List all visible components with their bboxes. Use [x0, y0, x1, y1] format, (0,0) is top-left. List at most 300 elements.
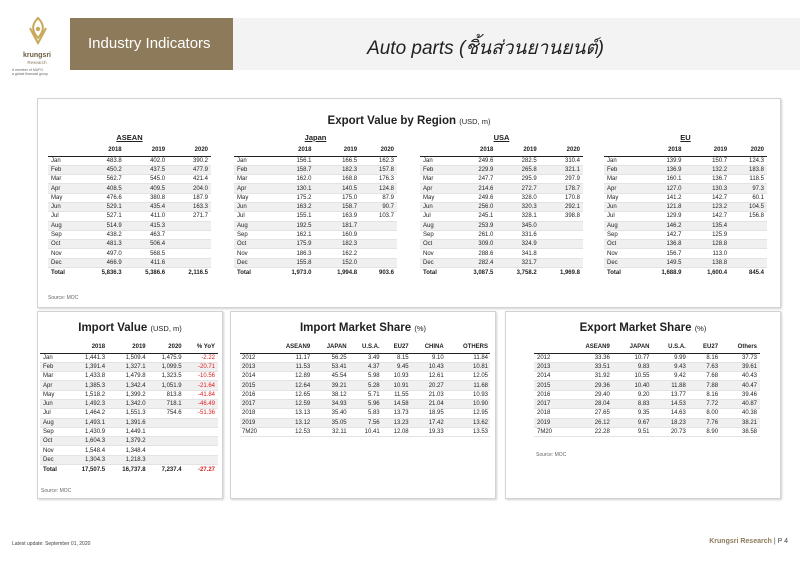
row-label: Jun: [234, 202, 269, 211]
table-cell: [149, 427, 185, 436]
table-cell: [730, 258, 767, 267]
row-label: 2018: [240, 409, 269, 418]
table-cell: 481.3: [81, 240, 124, 249]
column-header: 2018: [81, 145, 124, 156]
table-cell: 12.59: [269, 399, 312, 408]
table-row: [604, 240, 767, 249]
table-cell: 14.53: [653, 399, 689, 408]
table-cell: 11.84: [446, 353, 490, 362]
table-cell: 33.51: [566, 362, 613, 371]
table-cell: 8.90: [689, 427, 721, 436]
row-label: Feb: [40, 362, 67, 371]
row-label: 2014: [534, 372, 566, 381]
table-cell: 568.5: [125, 249, 168, 258]
table-cell: 10.43: [411, 362, 446, 371]
table-cell: 60.1: [730, 193, 767, 202]
total-cell: 16,737.8: [108, 465, 149, 476]
table-cell: 282.4: [453, 258, 496, 267]
table-cell: 483.8: [81, 156, 124, 165]
table-cell: 13.13: [269, 409, 312, 418]
table-cell: 29.40: [566, 390, 613, 399]
table-cell: 8.16: [689, 390, 721, 399]
table-cell: 192.5: [269, 221, 315, 230]
export-by-region-unit: (USD, m): [459, 117, 491, 126]
total-cell: 845.4: [730, 268, 767, 279]
table-cell: -51.36: [185, 409, 218, 418]
total-cell: 1,600.4: [684, 268, 730, 279]
table-cell: 1,323.5: [149, 372, 185, 381]
table-cell: 754.6: [149, 409, 185, 418]
table-row: [234, 212, 397, 221]
table-cell: 265.8: [496, 165, 539, 174]
table-header-row: [40, 342, 218, 353]
row-label: Oct: [234, 240, 269, 249]
table-row: [604, 230, 767, 239]
table-row: [48, 202, 211, 211]
table-cell: 1,433.8: [67, 372, 108, 381]
total-label: Total: [604, 268, 639, 279]
table-cell: 149.5: [639, 258, 685, 267]
total-label: Total: [40, 465, 67, 476]
table-cell: [730, 230, 767, 239]
table-cell: [149, 437, 185, 446]
table-row: [234, 230, 397, 239]
column-header: 2020: [360, 145, 397, 156]
export-share-unit: (%): [694, 324, 707, 333]
table-cell: 5.96: [349, 399, 382, 408]
table-cell: 310.4: [540, 156, 583, 165]
row-label: May: [40, 390, 67, 399]
row-label: Aug: [40, 418, 67, 427]
export-by-region-panel: [37, 98, 781, 308]
export-share-table: [534, 342, 760, 437]
table-cell: 32.11: [312, 427, 348, 436]
table-cell: 514.9: [81, 221, 124, 230]
table-cell: 21.04: [411, 399, 446, 408]
table-cell: 87.9: [360, 193, 397, 202]
table-cell: 20.27: [411, 381, 446, 390]
table-row: [534, 399, 760, 408]
row-label: Dec: [40, 455, 67, 464]
export-by-region-title-text: Export Value by Region: [327, 115, 456, 127]
row-label: Mar: [420, 175, 453, 184]
row-label: Sep: [48, 230, 81, 239]
column-header-blank: [234, 145, 269, 156]
table-cell: 90.7: [360, 202, 397, 211]
table-cell: 229.9: [453, 165, 496, 174]
table-cell: 292.1: [540, 202, 583, 211]
table-cell: [730, 221, 767, 230]
table-cell: 130.1: [269, 184, 315, 193]
table-cell: 37.73: [721, 353, 760, 362]
table-cell: 118.5: [730, 175, 767, 184]
column-header: [534, 342, 566, 353]
table-cell: 160.1: [639, 175, 685, 184]
total-cell: 3,087.5: [453, 268, 496, 279]
table-cell: 247.7: [453, 175, 496, 184]
row-label: Nov: [604, 249, 639, 258]
table-cell: 7.76: [689, 418, 721, 427]
row-label: Aug: [234, 221, 269, 230]
table-cell: 182.3: [314, 165, 360, 174]
import-value-source: Source: MOC: [41, 488, 72, 494]
table-cell: 7.72: [689, 399, 721, 408]
column-header: 2019: [496, 145, 539, 156]
row-label: Aug: [604, 221, 639, 230]
table-cell: 14.63: [653, 409, 689, 418]
total-row: [40, 465, 218, 476]
table-cell: 31.92: [566, 372, 613, 381]
table-cell: 1,430.9: [67, 427, 108, 436]
table-cell: 411.0: [125, 212, 168, 221]
table-row: [40, 437, 218, 446]
table-cell: 175.9: [269, 240, 315, 249]
table-cell: 1,604.3: [67, 437, 108, 446]
table-cell: 33.36: [566, 353, 613, 362]
column-header: EU27: [382, 342, 411, 353]
total-cell: 1,969.8: [540, 268, 583, 279]
table-cell: 527.1: [81, 212, 124, 221]
table-cell: 402.0: [125, 156, 168, 165]
table-row: [40, 362, 218, 371]
table-row: [240, 362, 490, 371]
table-row: [604, 221, 767, 230]
table-row: [420, 184, 583, 193]
row-label: 2015: [534, 381, 566, 390]
table-cell: [168, 240, 211, 249]
export-share-title: [506, 322, 780, 334]
table-cell: 5.28: [349, 381, 382, 390]
total-cell: 7,237.4: [149, 465, 185, 476]
table-header-row: [234, 145, 397, 156]
row-label: Jan: [40, 353, 67, 362]
table-cell: 21.03: [411, 390, 446, 399]
table-cell: [360, 230, 397, 239]
table-cell: 186.3: [269, 249, 315, 258]
table-cell: [185, 437, 218, 446]
table-cell: 10.55: [613, 372, 653, 381]
table-cell: 158.7: [269, 165, 315, 174]
column-header: JAPAN: [312, 342, 348, 353]
footer-brand: [709, 538, 788, 545]
table-cell: 5.98: [349, 372, 382, 381]
table-cell: 9.42: [653, 372, 689, 381]
table-cell: 38.58: [721, 427, 760, 436]
region-table-asean: [48, 145, 211, 279]
table-row: [534, 390, 760, 399]
table-cell: 12.65: [269, 390, 312, 399]
table-row: [420, 212, 583, 221]
table-cell: 380.8: [125, 193, 168, 202]
table-cell: [730, 249, 767, 258]
table-cell: 103.7: [360, 212, 397, 221]
table-cell: [730, 240, 767, 249]
table-cell: 245.1: [453, 212, 496, 221]
table-cell: 156.7: [639, 249, 685, 258]
table-cell: 26.12: [566, 418, 613, 427]
table-cell: 13.73: [382, 409, 411, 418]
table-cell: -46.49: [185, 399, 218, 408]
row-label: 2013: [534, 362, 566, 371]
table-cell: 53.41: [312, 362, 348, 371]
table-cell: [360, 221, 397, 230]
table-row: [40, 399, 218, 408]
table-cell: 435.4: [125, 202, 168, 211]
row-label: Dec: [48, 258, 81, 267]
table-row: [48, 184, 211, 193]
row-label: Jun: [48, 202, 81, 211]
table-cell: [540, 258, 583, 267]
row-label: 2012: [534, 353, 566, 362]
import-value-title: [38, 322, 222, 334]
table-cell: 9.99: [653, 353, 689, 362]
table-cell: 22.28: [566, 427, 613, 436]
table-cell: 408.5: [81, 184, 124, 193]
row-label: Jun: [40, 399, 67, 408]
table-cell: 142.7: [684, 193, 730, 202]
table-cell: [149, 446, 185, 455]
table-cell: 40.38: [721, 409, 760, 418]
region-label-eu: EU: [680, 133, 691, 142]
table-row: [40, 427, 218, 436]
region-label-usa: USA: [493, 133, 510, 142]
column-header: U.S.A.: [653, 342, 689, 353]
table-cell: -21.64: [185, 381, 218, 390]
column-header: 2018: [67, 342, 108, 353]
table-row: [48, 175, 211, 184]
table-row: [534, 372, 760, 381]
row-label: May: [48, 193, 81, 202]
row-label: May: [234, 193, 269, 202]
table-cell: 166.5: [314, 156, 360, 165]
row-label: Dec: [234, 258, 269, 267]
table-cell: -41.84: [185, 390, 218, 399]
table-row: [604, 175, 767, 184]
row-label: Apr: [48, 184, 81, 193]
table-cell: 141.2: [639, 193, 685, 202]
row-label: Jun: [604, 202, 639, 211]
table-cell: 249.6: [453, 156, 496, 165]
table-cell: 136.8: [639, 240, 685, 249]
column-header: OTHERS: [446, 342, 490, 353]
table-cell: 39.61: [721, 362, 760, 371]
table-cell: 113.0: [684, 249, 730, 258]
row-label: 2013: [240, 362, 269, 371]
row-label: Feb: [604, 165, 639, 174]
row-label: Mar: [604, 175, 639, 184]
table-row: [40, 372, 218, 381]
table-cell: [168, 249, 211, 258]
table-cell: 178.7: [540, 184, 583, 193]
table-cell: 168.8: [314, 175, 360, 184]
table-row: [240, 381, 490, 390]
total-label: Total: [234, 268, 269, 279]
table-cell: 139.9: [639, 156, 685, 165]
page-title: Auto parts (ชิ้นส่วนยานยนต์): [367, 38, 604, 59]
row-label: 2016: [534, 390, 566, 399]
table-row: [420, 202, 583, 211]
table-cell: 35.05: [312, 418, 348, 427]
export-by-region-title: [38, 115, 780, 127]
row-label: Feb: [234, 165, 269, 174]
table-cell: 9.10: [411, 353, 446, 362]
table-cell: 38.12: [312, 390, 348, 399]
table-cell: 20.73: [653, 427, 689, 436]
table-cell: 18.95: [411, 409, 446, 418]
row-label: Aug: [48, 221, 81, 230]
table-cell: 132.2: [684, 165, 730, 174]
table-cell: 13.23: [382, 418, 411, 427]
table-cell: 29.36: [566, 381, 613, 390]
import-share-title: [231, 322, 495, 334]
table-cell: [540, 249, 583, 258]
table-cell: 40.87: [721, 399, 760, 408]
table-cell: 158.7: [314, 202, 360, 211]
row-label: Nov: [420, 249, 453, 258]
table-cell: 390.2: [168, 156, 211, 165]
table-cell: 12.08: [382, 427, 411, 436]
table-cell: 10.93: [446, 390, 490, 399]
table-row: [48, 156, 211, 165]
table-cell: 160.9: [314, 230, 360, 239]
table-cell: 204.0: [168, 184, 211, 193]
table-cell: 463.7: [125, 230, 168, 239]
table-cell: 150.7: [684, 156, 730, 165]
table-cell: 1,399.2: [108, 390, 149, 399]
row-label: Mar: [40, 372, 67, 381]
table-row: [420, 240, 583, 249]
region-table-usa: [420, 145, 583, 279]
table-cell: 309.0: [453, 240, 496, 249]
table-row: [40, 455, 218, 464]
row-label: Oct: [420, 240, 453, 249]
table-cell: 320.3: [496, 202, 539, 211]
table-cell: 10.41: [349, 427, 382, 436]
table-cell: 1,099.5: [149, 362, 185, 371]
table-cell: 9.43: [653, 362, 689, 371]
table-cell: 156.8: [730, 212, 767, 221]
table-row: [234, 184, 397, 193]
table-cell: 1,379.2: [108, 437, 149, 446]
table-cell: 135.4: [684, 221, 730, 230]
column-header: 2020: [730, 145, 767, 156]
row-label: Apr: [604, 184, 639, 193]
table-cell: 1,509.4: [108, 353, 149, 362]
total-label: Total: [420, 268, 453, 279]
row-label: May: [420, 193, 453, 202]
row-label: Jan: [420, 156, 453, 165]
column-header-blank: [604, 145, 639, 156]
table-row: [240, 353, 490, 362]
table-cell: 10.77: [613, 353, 653, 362]
row-label: 2017: [240, 399, 269, 408]
table-cell: [360, 249, 397, 258]
table-cell: 341.8: [496, 249, 539, 258]
table-cell: 97.3: [730, 184, 767, 193]
row-label: Jul: [604, 212, 639, 221]
table-cell: [168, 221, 211, 230]
region-table-eu: [604, 145, 767, 279]
table-row: [534, 409, 760, 418]
table-cell: 545.0: [125, 175, 168, 184]
table-cell: 1,441.3: [67, 353, 108, 362]
row-label: 2015: [240, 381, 269, 390]
table-cell: 437.5: [125, 165, 168, 174]
table-cell: [168, 258, 211, 267]
table-header-row: [604, 145, 767, 156]
table-cell: 256.0: [453, 202, 496, 211]
section-title: Industry Indicators: [88, 35, 211, 52]
table-row: [420, 249, 583, 258]
table-cell: 7.56: [349, 418, 382, 427]
table-row: [240, 418, 490, 427]
table-cell: 8.83: [613, 399, 653, 408]
table-row: [420, 230, 583, 239]
column-header: CHINA: [411, 342, 446, 353]
table-cell: 1,327.1: [108, 362, 149, 371]
table-cell: 35.40: [312, 409, 348, 418]
export-share-source: Source: MOC: [536, 452, 567, 458]
table-cell: 438.2: [81, 230, 124, 239]
import-share-unit: (%): [414, 324, 427, 333]
table-cell: 409.5: [125, 184, 168, 193]
row-label: 7M20: [240, 427, 269, 436]
table-cell: 13.77: [653, 390, 689, 399]
table-cell: 19.33: [411, 427, 446, 436]
import-value-title-text: Import Value: [78, 322, 148, 334]
table-cell: 162.2: [314, 249, 360, 258]
table-cell: 9.35: [613, 409, 653, 418]
table-cell: 497.0: [81, 249, 124, 258]
total-cell: 17,507.5: [67, 465, 108, 476]
table-cell: 157.8: [360, 165, 397, 174]
total-cell: -27.27: [185, 465, 218, 476]
row-label: 2014: [240, 372, 269, 381]
import-share-panel: [230, 311, 496, 499]
table-cell: 162.3: [360, 156, 397, 165]
row-label: Mar: [234, 175, 269, 184]
column-header: 2019: [125, 145, 168, 156]
column-header: 2018: [453, 145, 496, 156]
table-row: [48, 258, 211, 267]
table-cell: 138.8: [684, 258, 730, 267]
table-cell: 7.88: [689, 381, 721, 390]
table-cell: 39.46: [721, 390, 760, 399]
total-row: [420, 268, 583, 279]
table-row: [240, 372, 490, 381]
table-cell: 12.64: [269, 381, 312, 390]
table-cell: 562.7: [81, 175, 124, 184]
total-cell: 1,973.0: [269, 268, 315, 279]
column-header: 2020: [540, 145, 583, 156]
table-cell: [540, 240, 583, 249]
table-cell: [149, 455, 185, 464]
row-label: 2016: [240, 390, 269, 399]
table-cell: 34.93: [312, 399, 348, 408]
table-cell: 163.3: [168, 202, 211, 211]
table-cell: 104.5: [730, 202, 767, 211]
table-row: [534, 362, 760, 371]
table-cell: 7.63: [689, 362, 721, 371]
table-cell: -2.22: [185, 353, 218, 362]
table-cell: 12.89: [269, 372, 312, 381]
table-row: [240, 399, 490, 408]
table-header-row: [420, 145, 583, 156]
table-cell: 11.53: [269, 362, 312, 371]
table-cell: 175.0: [314, 193, 360, 202]
row-label: 2018: [534, 409, 566, 418]
row-label: Dec: [604, 258, 639, 267]
